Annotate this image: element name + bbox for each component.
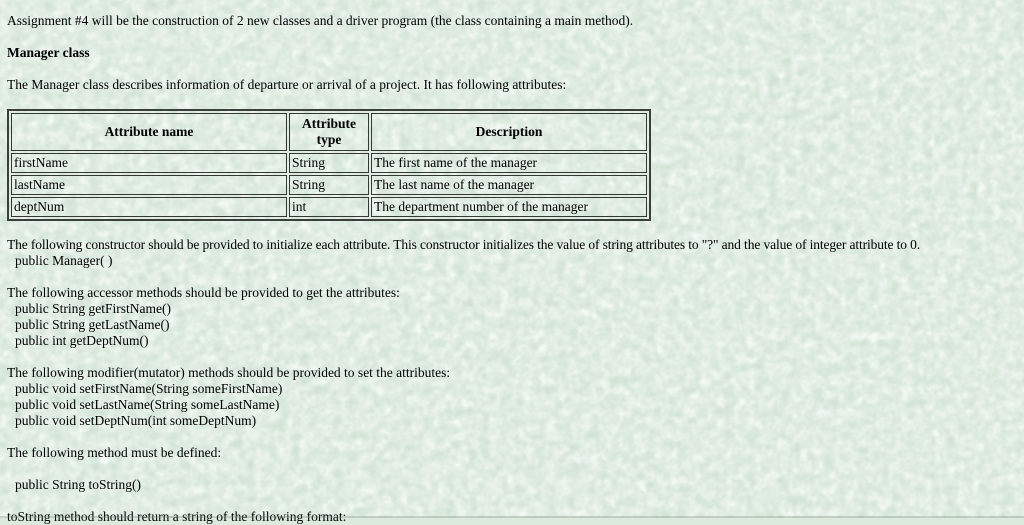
mutator-method: public void setLastName(String someLastName) xyxy=(7,397,1017,413)
constructor-paragraph xyxy=(7,237,1017,269)
attribute-name-cell: firstName xyxy=(11,153,287,173)
table-row xyxy=(11,153,647,173)
attribute-name-cell: lastName xyxy=(11,175,287,195)
tostring-heading-paragraph: The following method must be defined: xyxy=(7,445,1017,461)
mutator-description: The following modifier(mutator) methods should be provided to set the attributes: xyxy=(7,365,1017,381)
class-description: The Manager class describes information of departure or arrival of a project. It has following attributes: xyxy=(7,77,1017,93)
col-header-attribute-name: Attribute name xyxy=(11,113,287,151)
attributes-table xyxy=(7,109,651,221)
manager-class-heading: Manager class xyxy=(7,45,1017,61)
attribute-description-cell: The first name of the manager xyxy=(371,153,647,173)
mutator-method: public void setDeptNum(int someDeptNum) xyxy=(7,413,1017,429)
accessor-paragraph xyxy=(7,285,1017,349)
tostring-format-paragraph: toString method should return a string of the following format: xyxy=(7,509,1017,525)
mutator-method: public void setFirstName(String someFirstName) xyxy=(7,381,1017,397)
tostring-signature: public String toString() xyxy=(7,477,1017,493)
col-header-description: Description xyxy=(371,113,647,151)
table-row xyxy=(11,175,647,195)
attribute-type-cell: String xyxy=(289,153,369,173)
attribute-type-cell: String xyxy=(289,175,369,195)
accessor-method: public int getDeptNum() xyxy=(7,333,1017,349)
mutator-paragraph xyxy=(7,365,1017,429)
constructor-description: The following constructor should be provided to initialize each attribute. This constructor initializes the value of string attributes to "?" and the value of integer attribute to 0. xyxy=(7,237,1017,253)
attribute-description-cell: The last name of the manager xyxy=(371,175,647,195)
intro-paragraph: Assignment #4 will be the construction of 2 new classes and a driver program (the class containing a main method). xyxy=(7,13,1017,29)
accessor-method: public String getLastName() xyxy=(7,317,1017,333)
accessor-method: public String getFirstName() xyxy=(7,301,1017,317)
table-header-row xyxy=(11,113,647,151)
table-row xyxy=(11,197,647,217)
col-header-attribute-type: Attribute type xyxy=(289,113,369,151)
attribute-type-cell: int xyxy=(289,197,369,217)
constructor-signature: public Manager( ) xyxy=(7,253,1017,269)
attribute-description-cell: The department number of the manager xyxy=(371,197,647,217)
accessor-description: The following accessor methods should be provided to get the attributes: xyxy=(7,285,1017,301)
attribute-name-cell: deptNum xyxy=(11,197,287,217)
